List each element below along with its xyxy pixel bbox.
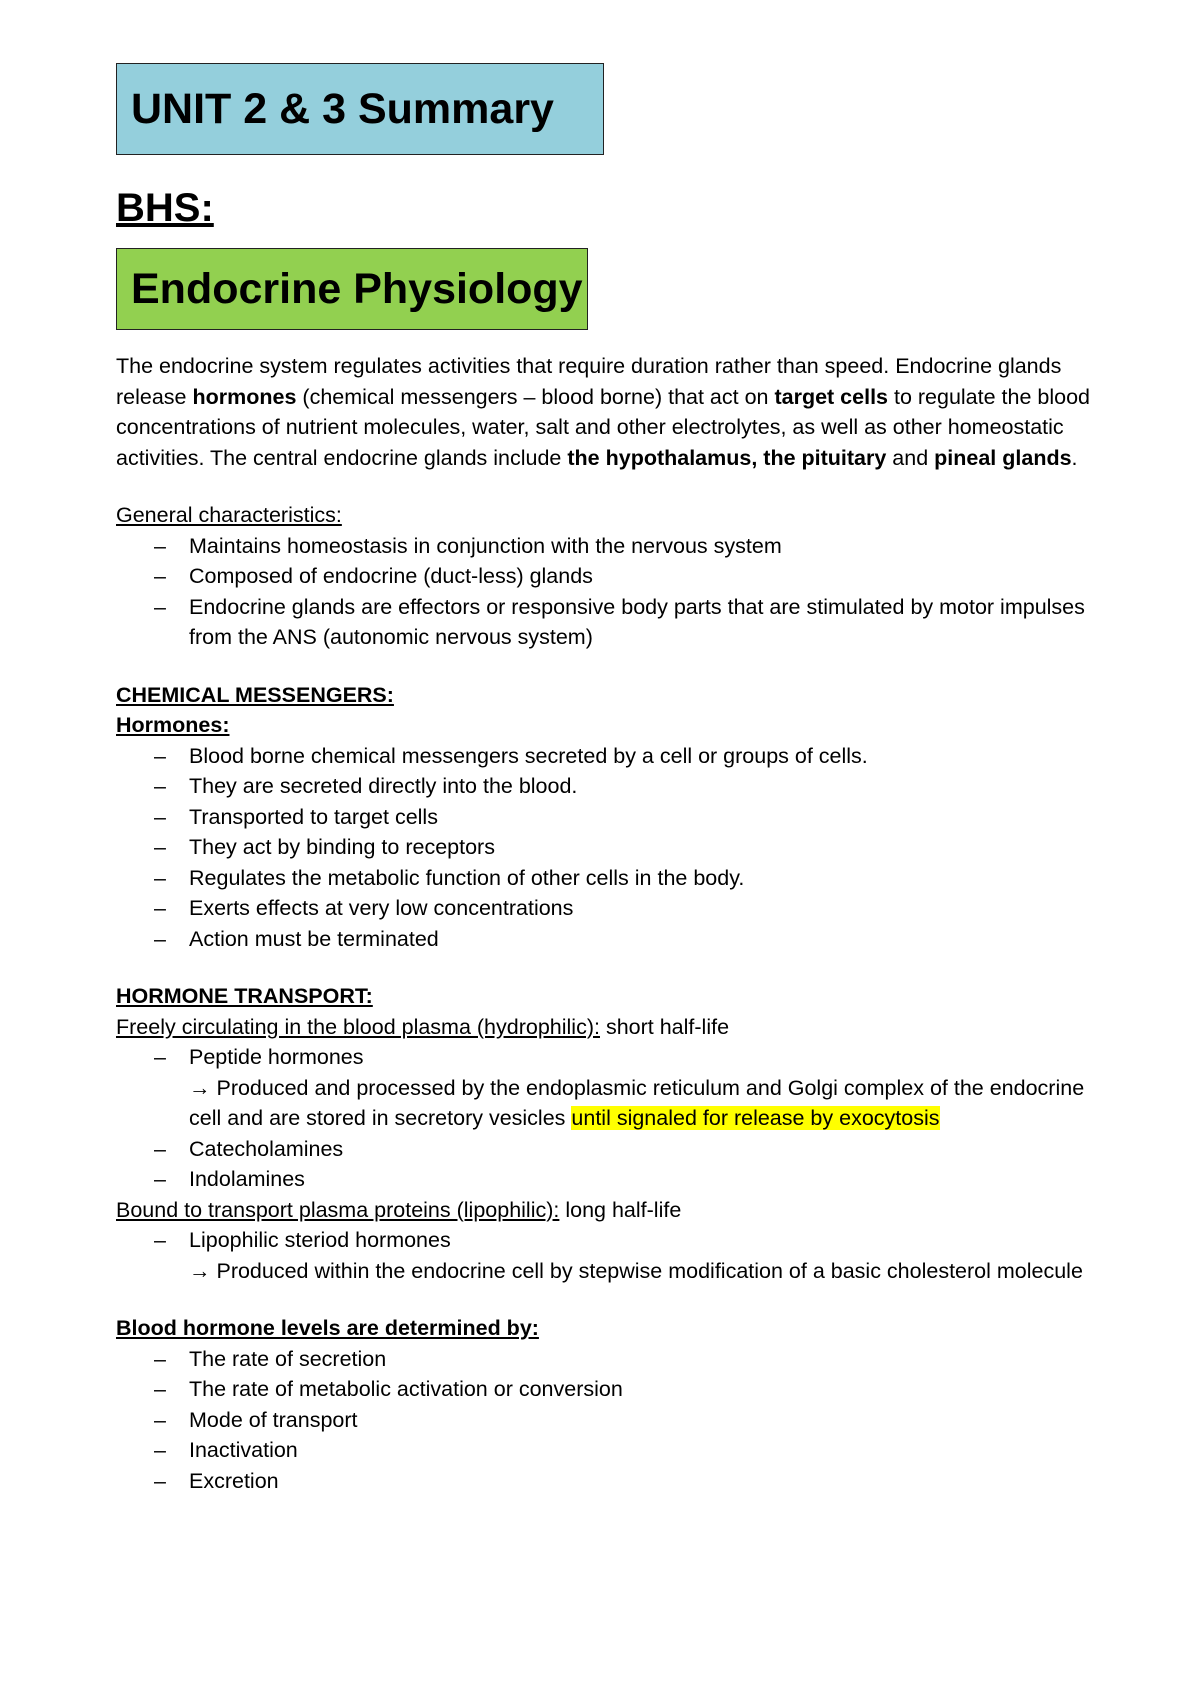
free-circulating-value: short half-life xyxy=(599,1014,730,1039)
hormone-transport-heading: HORMONE TRANSPORT: xyxy=(116,984,373,1008)
lipophilic-label: Lipophilic steriod hormones xyxy=(189,1228,451,1252)
bound-value: long half-life xyxy=(559,1197,682,1222)
list-item: – The rate of metabolic activation or conversion xyxy=(116,1374,1106,1405)
list-item: – Catecholamines xyxy=(116,1134,1106,1165)
unit-title: UNIT 2 & 3 Summary xyxy=(131,84,554,133)
blood-levels-list xyxy=(116,1344,1106,1497)
topic-title-box xyxy=(116,248,588,330)
list-item: – Maintains homeostasis in conjunction with the nervous system xyxy=(116,531,1106,562)
list-item: – Excretion xyxy=(116,1466,1106,1497)
intro-bold-target-cells: target cells xyxy=(774,384,888,409)
hormones-subheading: Hormones: xyxy=(116,713,230,737)
list-item: – The rate of secretion xyxy=(116,1344,1106,1375)
intro-text: to regulate the blood concentrations of nutrient molecules, water, salt and other electrolytes, as well as other homeostatic activities. The central endocrine glands include xyxy=(116,384,1091,470)
subject-heading: BHS: xyxy=(116,186,214,230)
bound-line xyxy=(116,1195,1106,1226)
peptide-detail xyxy=(189,1073,1106,1134)
hormones-list xyxy=(116,741,1106,955)
intro-text: and xyxy=(886,445,935,470)
lipophilic-detail: → Produced within the endocrine cell by stepwise modification of a basic cholesterol molecule xyxy=(189,1258,1083,1283)
topic-title: Endocrine Physiology xyxy=(131,264,583,313)
list-item xyxy=(116,1042,1106,1134)
intro-text: The endocrine system regulates activities that require duration rather than speed. Endocrine glands release xyxy=(116,354,1062,409)
list-item: – Endocrine glands are effectors or responsive body parts that are stimulated by motor impulses from the ANS (autonomic nervous system) xyxy=(116,592,1106,653)
list-item: – Mode of transport xyxy=(116,1405,1106,1436)
intro-text: . xyxy=(1071,445,1078,470)
list-item: – They are secreted directly into the blood. xyxy=(116,771,1106,802)
document-body xyxy=(116,351,1106,1496)
list-item: – Composed of endocrine (duct-less) glands xyxy=(116,561,1106,592)
free-circulating-label: Freely circulating in the blood plasma (hydrophilic): xyxy=(116,1014,600,1039)
list-item xyxy=(116,1225,1106,1286)
list-item: – Inactivation xyxy=(116,1435,1106,1466)
blood-levels-heading: Blood hormone levels are determined by: xyxy=(116,1316,539,1340)
general-heading: General characteristics: xyxy=(116,503,342,527)
intro-bold-pineal: pineal glands xyxy=(934,445,1072,470)
list-item: – Indolamines xyxy=(116,1164,1106,1195)
unit-title-box xyxy=(116,63,604,155)
peptide-hormones-label: Peptide hormones xyxy=(189,1045,364,1069)
list-item: – Exerts effects at very low concentrations xyxy=(116,893,1106,924)
chemical-messengers-heading: CHEMICAL MESSENGERS: xyxy=(116,682,394,707)
list-item: – They act by binding to receptors xyxy=(116,832,1106,863)
general-list xyxy=(116,531,1106,653)
list-item: – Blood borne chemical messengers secreted by a cell or groups of cells. xyxy=(116,741,1106,772)
highlighted-text: until signaled for release by exocytosis xyxy=(571,1106,940,1130)
peptide-detail-text: → Produced and processed by the endoplasmic reticulum and Golgi complex of the endocrine cell and are stored in secretory vesicles xyxy=(189,1075,1085,1130)
intro-bold-hormones: hormones xyxy=(192,384,297,409)
bound-label: Bound to transport plasma proteins (lipophilic): xyxy=(116,1197,560,1222)
free-circulating-list xyxy=(116,1042,1106,1195)
list-item: – Transported to target cells xyxy=(116,802,1106,833)
bound-list xyxy=(116,1225,1106,1286)
list-item: – Regulates the metabolic function of other cells in the body. xyxy=(116,863,1106,894)
intro-text: (chemical messengers – blood borne) that act on xyxy=(296,384,775,409)
free-circulating-line xyxy=(116,1012,1106,1043)
intro-bold-glands: the hypothalamus, the pituitary xyxy=(567,445,887,470)
intro-paragraph xyxy=(116,351,1106,473)
list-item: – Action must be terminated xyxy=(116,924,1106,955)
